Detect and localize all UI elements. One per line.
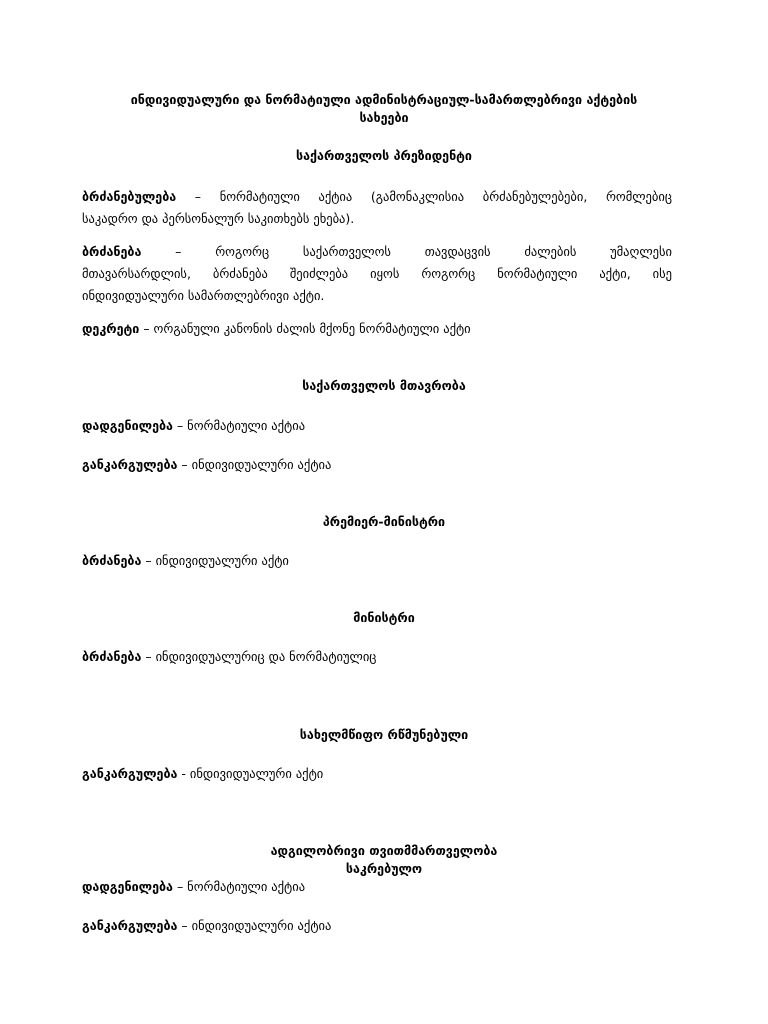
- entry-term: დეკრეტი: [82, 321, 140, 336]
- entry-separator: –: [172, 418, 188, 433]
- section-subheading: საკრებულო: [345, 861, 423, 876]
- title-line-2: სახეები: [359, 110, 409, 125]
- entry-term: ბრძანება: [82, 244, 142, 259]
- entry-resolution: [82, 417, 672, 435]
- section-heading-minister: მინისტრი: [353, 610, 415, 625]
- entry-text-line-2: მთავარსარდლის, ბრძანება შეიძლება იყოს როგორც ნორმატიული აქტი, ისე: [82, 266, 672, 281]
- entry-term: ბრძანება: [82, 649, 142, 664]
- entry-minister-order: [82, 648, 672, 666]
- entry-separator: –: [172, 879, 188, 894]
- entry-separator: –: [141, 553, 156, 568]
- entry-text: ინდივიდუალურიც და ნორმატიულიც: [155, 649, 377, 664]
- entry-term: განკარგულება: [82, 918, 178, 933]
- entry-council-resolution: [82, 878, 672, 896]
- entry-ordinance: [82, 456, 672, 474]
- entry-separator: –: [141, 649, 156, 664]
- section-heading-government: საქართველოს მთავრობა: [302, 378, 466, 393]
- entry-text-line-1: როგორც საქართველოს თავდაცვის ძალების უმაღლესი: [215, 244, 673, 259]
- entry-text: ნორმატიული აქტია: [187, 879, 306, 894]
- entry-term: განკარგულება: [82, 766, 178, 781]
- entry-term: განკარგულება: [82, 457, 178, 472]
- section-heading-president: საქართველოს პრეზიდენტი: [296, 148, 472, 163]
- entry-separator: –: [176, 189, 220, 204]
- entry-separator: –: [139, 321, 154, 336]
- entry-separator: –: [177, 918, 192, 933]
- entry-text: ინდივიდუალური აქტია: [191, 918, 332, 933]
- entry-decree: [82, 320, 672, 338]
- title-line-1: ინდივიდუალური და ნორმატიული ადმინისტრაციულ-სამართლებრივი აქტების: [130, 92, 638, 107]
- entry-text-line-2: საკადრო და პერსონალურ საკითხებს ეხება).: [82, 211, 355, 226]
- entry-separator: -: [177, 766, 190, 781]
- entry-term: დადგენილება: [82, 418, 173, 433]
- entry-representative-ordinance: [82, 765, 672, 783]
- section-heading-prime-minister: პრემიერ-მინისტრი: [322, 514, 446, 529]
- entry-term: ბრძანებულება: [82, 189, 177, 204]
- section-heading-line-1: ადგილობრივი თვითმმართველობა: [270, 843, 498, 858]
- entry-separator: –: [175, 244, 182, 259]
- entry-text: ინდივიდუალური აქტია: [191, 457, 332, 472]
- section-heading-state-representative: სახელმწიფო რწმუნებული: [299, 727, 469, 742]
- entry-council-ordinance: [82, 917, 672, 935]
- entry-decree-order: [82, 186, 672, 230]
- entry-text-line-1: ნორმატიული აქტია (გამონაკლისია ბრძანებულებები, რომლებიც: [219, 189, 672, 204]
- document-title: [0, 91, 768, 127]
- entry-text: ინდივიდუალური აქტი: [189, 766, 324, 781]
- entry-pm-order: [82, 552, 672, 570]
- entry-text: ინდივიდუალური აქტი: [155, 553, 289, 568]
- section-heading-local-government: [0, 842, 768, 878]
- entry-separator: –: [177, 457, 192, 472]
- entry-text-line-3: ინდივიდუალური სამართლებრივი აქტი.: [82, 288, 325, 303]
- entry-order: [82, 241, 672, 307]
- entry-term: დადგენილება: [82, 879, 173, 894]
- entry-term: ბრძანება: [82, 553, 142, 568]
- entry-text: ნორმატიული აქტია: [187, 418, 306, 433]
- entry-text: ორგანული კანონის ძალის მქონე ნორმატიული აქტი: [153, 321, 471, 336]
